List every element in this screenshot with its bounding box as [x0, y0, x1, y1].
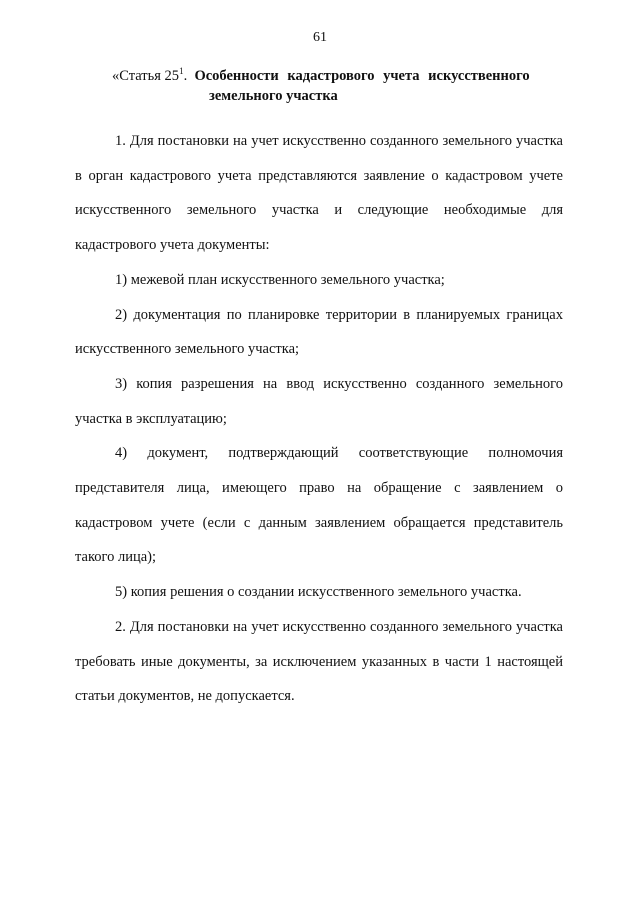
list-item-2: 2) документация по планировке территории в планируемых границах искусственного земельного участка;	[75, 306, 563, 358]
list-item-1: 1) межевой план искусственного земельного участка;	[115, 271, 445, 288]
paragraph-part-2: 2. Для постановки на учет искусственно созданного земельного участка требовать иные документы, за исключением указанных в части 1 настоящей статьи документов, не допускается.	[75, 618, 563, 705]
article-body	[75, 124, 563, 714]
list-item-3: 3) копия разрешения на ввод искусственно созданного земельного участка в эксплуатацию;	[75, 375, 563, 427]
article-dot: .	[183, 68, 188, 84]
article-heading	[112, 66, 560, 106]
article-title-line2: земельного участка	[209, 88, 338, 104]
article-heading-line1	[112, 66, 560, 86]
article-title-line1: Особенности кадастрового учета искусственного	[194, 68, 530, 84]
paragraph-part-1: 1. Для постановки на учет искусственно созданного земельного участка в орган кадастрового учета представляются заявление о кадастровом учете искусственного земельного участка и следующие необходимые для кадастрового учета документы:	[75, 133, 563, 254]
page-number: 61	[313, 30, 327, 45]
article-label: «Статья 25	[112, 68, 180, 84]
list-item-5: 5) копия решения о создании искусственного земельного участка.	[115, 584, 522, 601]
article-superscript: 1	[179, 66, 184, 77]
list-item-4: 4) документ, подтверждающий соответствующие полномочия представителя лица, имеющего право на обращение с заявлением о кадастровом учете (если с данным заявлением обращается представитель такого лица);	[75, 445, 563, 566]
